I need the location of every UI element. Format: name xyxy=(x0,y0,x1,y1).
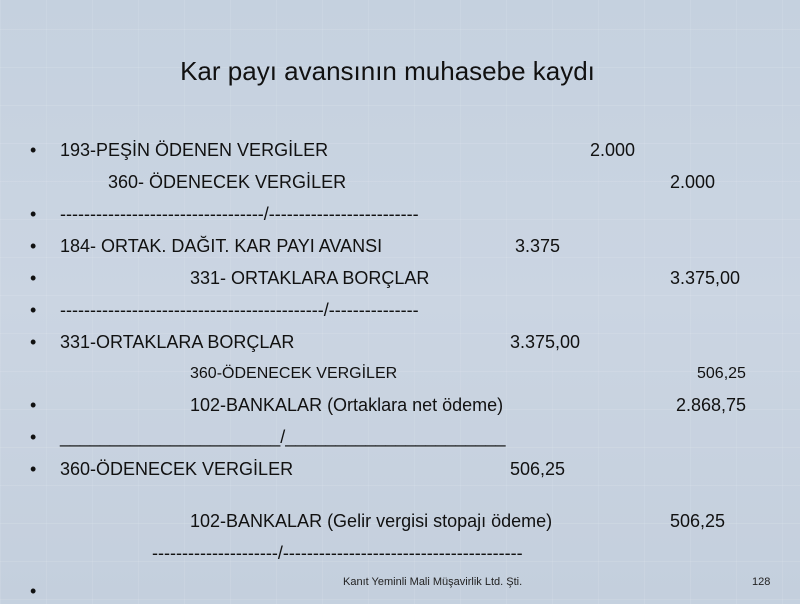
amount: 3.375 xyxy=(515,236,561,256)
journal-separator xyxy=(0,424,800,450)
journal-separator xyxy=(0,540,800,566)
journal-row xyxy=(0,265,800,291)
amount: 2.000 xyxy=(670,172,716,192)
journal-separator xyxy=(0,201,800,227)
account-name: 331-ORTAKLARA BORÇLAR xyxy=(60,332,295,352)
separator-line: ______________________/______________________ xyxy=(60,427,506,447)
bullet: • xyxy=(30,236,37,256)
journal-row xyxy=(0,456,800,482)
separator-line: ---------------------/---------------------------------------- xyxy=(152,543,523,563)
bullet: • xyxy=(30,268,37,288)
slide-title: Kar payı avansının muhasebe kaydı xyxy=(180,56,595,86)
footer-company: Kanıt Yeminli Mali Müşavirlik Ltd. Şti. xyxy=(343,576,523,588)
amount: 506,25 xyxy=(670,511,726,531)
journal-row xyxy=(0,508,800,534)
journal-row xyxy=(0,361,800,387)
journal-row xyxy=(0,392,800,418)
account-name: 102-BANKALAR (Gelir vergisi stopajı ödeme) xyxy=(190,511,553,531)
footer-page-number: 128 xyxy=(752,576,771,588)
journal-row xyxy=(0,329,800,355)
bullet: • xyxy=(30,427,37,447)
bullet: • xyxy=(30,581,37,601)
bullet: • xyxy=(30,300,37,320)
separator-line: ----------------------------------/------------------------- xyxy=(60,204,419,224)
account-name: 102-BANKALAR (Ortaklara net ödeme) xyxy=(190,395,504,415)
amount: 506,25 xyxy=(697,365,746,382)
account-name: 193-PEŞİN ÖDENEN VERGİLER xyxy=(60,140,329,160)
amount: 506,25 xyxy=(510,459,566,479)
amount: 2.000 xyxy=(590,140,636,160)
bullet: • xyxy=(30,140,37,160)
amount: 2.868,75 xyxy=(676,395,747,415)
bullet: • xyxy=(30,204,37,224)
amount: 3.375,00 xyxy=(670,268,741,288)
separator-line: --------------------------------------------/--------------- xyxy=(60,300,419,320)
bullet: • xyxy=(30,395,37,415)
journal-separator xyxy=(0,297,800,323)
bullet: • xyxy=(30,332,37,352)
bullet: • xyxy=(30,459,37,479)
account-name: 360-ÖDENECEK VERGİLER xyxy=(60,459,294,479)
journal-row xyxy=(0,233,800,259)
account-name: 184- ORTAK. DAĞIT. KAR PAYI AVANSI xyxy=(60,236,383,256)
journal-row xyxy=(0,137,800,163)
amount: 3.375,00 xyxy=(510,332,581,352)
account-name: 360- ÖDENECEK VERGİLER xyxy=(108,172,347,192)
account-name: 360-ÖDENECEK VERGİLER xyxy=(190,365,398,382)
journal-row xyxy=(0,169,800,195)
account-name: 331- ORTAKLARA BORÇLAR xyxy=(190,268,430,288)
